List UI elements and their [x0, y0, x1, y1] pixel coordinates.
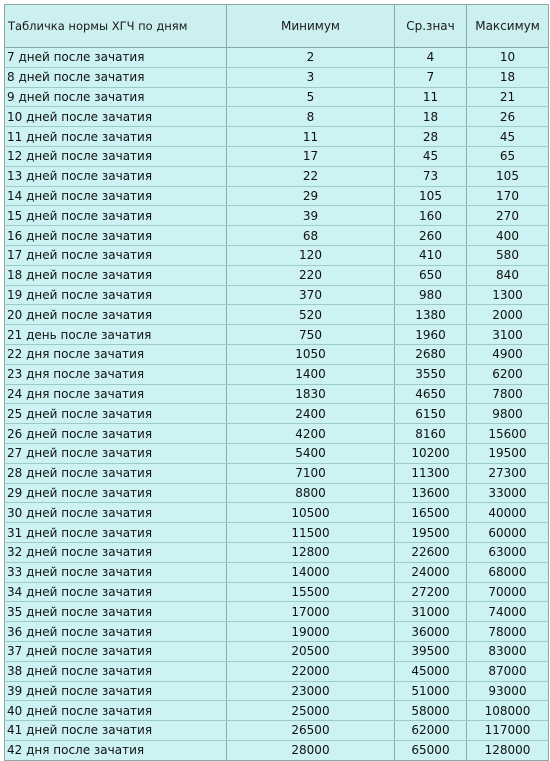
cell-minimum: 4200 — [227, 424, 395, 444]
cell-day-label: 39 дней после зачатия — [5, 681, 227, 701]
cell-day-label: 42 дня после зачатия — [5, 740, 227, 760]
cell-day-label: 20 дней после зачатия — [5, 305, 227, 325]
header-label-column: Табличка нормы ХГЧ по дням — [5, 5, 227, 48]
hcg-norms-table — [4, 4, 549, 761]
cell-minimum: 39 — [227, 206, 395, 226]
cell-average: 65000 — [395, 740, 467, 760]
cell-maximum: 9800 — [467, 404, 549, 424]
cell-average: 4 — [395, 48, 467, 68]
cell-minimum: 11 — [227, 127, 395, 147]
cell-average: 105 — [395, 186, 467, 206]
table-row — [5, 107, 549, 127]
cell-maximum: 63000 — [467, 542, 549, 562]
cell-minimum: 29 — [227, 186, 395, 206]
table-row — [5, 562, 549, 582]
cell-average: 45 — [395, 146, 467, 166]
cell-minimum: 17000 — [227, 602, 395, 622]
cell-minimum: 20500 — [227, 641, 395, 661]
cell-average: 36000 — [395, 622, 467, 642]
cell-day-label: 14 дней после зачатия — [5, 186, 227, 206]
table-row — [5, 226, 549, 246]
table-row — [5, 523, 549, 543]
cell-day-label: 12 дней после зачатия — [5, 146, 227, 166]
cell-maximum: 40000 — [467, 503, 549, 523]
cell-minimum: 2400 — [227, 404, 395, 424]
table-row — [5, 67, 549, 87]
cell-average: 11 — [395, 87, 467, 107]
cell-day-label: 11 дней после зачатия — [5, 127, 227, 147]
cell-average: 8160 — [395, 424, 467, 444]
table-body — [5, 48, 549, 761]
cell-average: 260 — [395, 226, 467, 246]
cell-day-label: 8 дней после зачатия — [5, 67, 227, 87]
cell-day-label: 32 дней после зачатия — [5, 542, 227, 562]
table-row — [5, 87, 549, 107]
cell-minimum: 28000 — [227, 740, 395, 760]
table-row — [5, 424, 549, 444]
cell-average: 58000 — [395, 701, 467, 721]
table-row — [5, 542, 549, 562]
cell-day-label: 24 дня после зачатия — [5, 384, 227, 404]
cell-day-label: 26 дней после зачатия — [5, 424, 227, 444]
cell-day-label: 37 дней после зачатия — [5, 641, 227, 661]
cell-maximum: 108000 — [467, 701, 549, 721]
cell-minimum: 12800 — [227, 542, 395, 562]
table-row — [5, 443, 549, 463]
cell-maximum: 3100 — [467, 325, 549, 345]
cell-average: 11300 — [395, 463, 467, 483]
cell-minimum: 5400 — [227, 443, 395, 463]
cell-maximum: 70000 — [467, 582, 549, 602]
table-row — [5, 245, 549, 265]
table-row — [5, 740, 549, 760]
cell-maximum: 580 — [467, 245, 549, 265]
cell-maximum: 128000 — [467, 740, 549, 760]
table-row — [5, 48, 549, 68]
cell-maximum: 27300 — [467, 463, 549, 483]
cell-minimum: 520 — [227, 305, 395, 325]
cell-maximum: 840 — [467, 265, 549, 285]
cell-average: 28 — [395, 127, 467, 147]
table-row — [5, 364, 549, 384]
cell-maximum: 117000 — [467, 721, 549, 741]
cell-minimum: 8800 — [227, 483, 395, 503]
cell-day-label: 17 дней после зачатия — [5, 245, 227, 265]
cell-maximum: 6200 — [467, 364, 549, 384]
cell-average: 1380 — [395, 305, 467, 325]
cell-minimum: 1050 — [227, 344, 395, 364]
cell-maximum: 18 — [467, 67, 549, 87]
cell-minimum: 15500 — [227, 582, 395, 602]
cell-day-label: 22 дня после зачатия — [5, 344, 227, 364]
cell-minimum: 7100 — [227, 463, 395, 483]
cell-minimum: 68 — [227, 226, 395, 246]
cell-maximum: 170 — [467, 186, 549, 206]
table-row — [5, 166, 549, 186]
cell-day-label: 33 дней после зачатия — [5, 562, 227, 582]
table-row — [5, 661, 549, 681]
cell-average: 13600 — [395, 483, 467, 503]
cell-day-label: 29 дней после зачатия — [5, 483, 227, 503]
cell-maximum: 65 — [467, 146, 549, 166]
table-row — [5, 344, 549, 364]
cell-average: 410 — [395, 245, 467, 265]
cell-maximum: 1300 — [467, 285, 549, 305]
cell-day-label: 23 дня после зачатия — [5, 364, 227, 384]
cell-maximum: 45 — [467, 127, 549, 147]
cell-day-label: 35 дней после зачатия — [5, 602, 227, 622]
table-row — [5, 602, 549, 622]
cell-day-label: 41 дней после зачатия — [5, 721, 227, 741]
cell-average: 45000 — [395, 661, 467, 681]
cell-average: 24000 — [395, 562, 467, 582]
cell-day-label: 9 дней после зачатия — [5, 87, 227, 107]
cell-average: 39500 — [395, 641, 467, 661]
cell-maximum: 21 — [467, 87, 549, 107]
cell-average: 10200 — [395, 443, 467, 463]
cell-average: 7 — [395, 67, 467, 87]
cell-average: 18 — [395, 107, 467, 127]
cell-day-label: 27 дней после зачатия — [5, 443, 227, 463]
table-row — [5, 384, 549, 404]
table-row — [5, 285, 549, 305]
cell-maximum: 2000 — [467, 305, 549, 325]
cell-minimum: 11500 — [227, 523, 395, 543]
cell-average: 650 — [395, 265, 467, 285]
header-maximum: Максимум — [467, 5, 549, 48]
cell-maximum: 10 — [467, 48, 549, 68]
cell-average: 2680 — [395, 344, 467, 364]
cell-minimum: 17 — [227, 146, 395, 166]
table-row — [5, 503, 549, 523]
cell-maximum: 74000 — [467, 602, 549, 622]
table-row — [5, 582, 549, 602]
table-row — [5, 463, 549, 483]
cell-day-label: 18 дней после зачатия — [5, 265, 227, 285]
cell-day-label: 25 дней после зачатия — [5, 404, 227, 424]
cell-day-label: 28 дней после зачатия — [5, 463, 227, 483]
cell-maximum: 83000 — [467, 641, 549, 661]
cell-maximum: 19500 — [467, 443, 549, 463]
cell-average: 980 — [395, 285, 467, 305]
cell-minimum: 220 — [227, 265, 395, 285]
cell-minimum: 26500 — [227, 721, 395, 741]
cell-minimum: 8 — [227, 107, 395, 127]
cell-maximum: 60000 — [467, 523, 549, 543]
table-row — [5, 404, 549, 424]
cell-maximum: 400 — [467, 226, 549, 246]
cell-minimum: 1400 — [227, 364, 395, 384]
cell-average: 1960 — [395, 325, 467, 345]
cell-day-label: 16 дней после зачатия — [5, 226, 227, 246]
cell-minimum: 25000 — [227, 701, 395, 721]
cell-average: 6150 — [395, 404, 467, 424]
cell-minimum: 3 — [227, 67, 395, 87]
cell-maximum: 7800 — [467, 384, 549, 404]
table-row — [5, 127, 549, 147]
cell-average: 3550 — [395, 364, 467, 384]
cell-maximum: 87000 — [467, 661, 549, 681]
cell-minimum: 750 — [227, 325, 395, 345]
cell-minimum: 23000 — [227, 681, 395, 701]
cell-day-label: 15 дней после зачатия — [5, 206, 227, 226]
header-average: Ср.знач — [395, 5, 467, 48]
cell-average: 73 — [395, 166, 467, 186]
table-row — [5, 721, 549, 741]
cell-maximum: 26 — [467, 107, 549, 127]
cell-maximum: 68000 — [467, 562, 549, 582]
cell-minimum: 19000 — [227, 622, 395, 642]
table-row — [5, 641, 549, 661]
cell-average: 160 — [395, 206, 467, 226]
table-row — [5, 305, 549, 325]
cell-average: 31000 — [395, 602, 467, 622]
cell-minimum: 1830 — [227, 384, 395, 404]
table-row — [5, 622, 549, 642]
cell-average: 19500 — [395, 523, 467, 543]
cell-minimum: 2 — [227, 48, 395, 68]
cell-minimum: 10500 — [227, 503, 395, 523]
cell-day-label: 31 дней после зачатия — [5, 523, 227, 543]
cell-average: 27200 — [395, 582, 467, 602]
cell-day-label: 19 дней после зачатия — [5, 285, 227, 305]
table-row — [5, 681, 549, 701]
cell-day-label: 36 дней после зачатия — [5, 622, 227, 642]
cell-minimum: 22 — [227, 166, 395, 186]
table-row — [5, 325, 549, 345]
cell-average: 16500 — [395, 503, 467, 523]
cell-day-label: 13 дней после зачатия — [5, 166, 227, 186]
cell-maximum: 4900 — [467, 344, 549, 364]
cell-maximum: 93000 — [467, 681, 549, 701]
cell-day-label: 21 день после зачатия — [5, 325, 227, 345]
cell-day-label: 10 дней после зачатия — [5, 107, 227, 127]
hcg-norms-sheet — [4, 4, 548, 761]
cell-day-label: 7 дней после зачатия — [5, 48, 227, 68]
cell-day-label: 34 дней после зачатия — [5, 582, 227, 602]
table-row — [5, 701, 549, 721]
cell-average: 22600 — [395, 542, 467, 562]
cell-minimum: 22000 — [227, 661, 395, 681]
table-row — [5, 206, 549, 226]
cell-average: 62000 — [395, 721, 467, 741]
cell-minimum: 5 — [227, 87, 395, 107]
cell-maximum: 33000 — [467, 483, 549, 503]
cell-day-label: 30 дней после зачатия — [5, 503, 227, 523]
cell-minimum: 14000 — [227, 562, 395, 582]
table-row — [5, 265, 549, 285]
cell-average: 4650 — [395, 384, 467, 404]
table-row — [5, 146, 549, 166]
cell-day-label: 38 дней после зачатия — [5, 661, 227, 681]
cell-minimum: 120 — [227, 245, 395, 265]
table-row — [5, 186, 549, 206]
cell-day-label: 40 дней после зачатия — [5, 701, 227, 721]
cell-average: 51000 — [395, 681, 467, 701]
table-row — [5, 483, 549, 503]
cell-maximum: 15600 — [467, 424, 549, 444]
cell-maximum: 105 — [467, 166, 549, 186]
cell-maximum: 270 — [467, 206, 549, 226]
cell-minimum: 370 — [227, 285, 395, 305]
table-header-row — [5, 5, 549, 48]
cell-maximum: 78000 — [467, 622, 549, 642]
header-minimum: Минимум — [227, 5, 395, 48]
